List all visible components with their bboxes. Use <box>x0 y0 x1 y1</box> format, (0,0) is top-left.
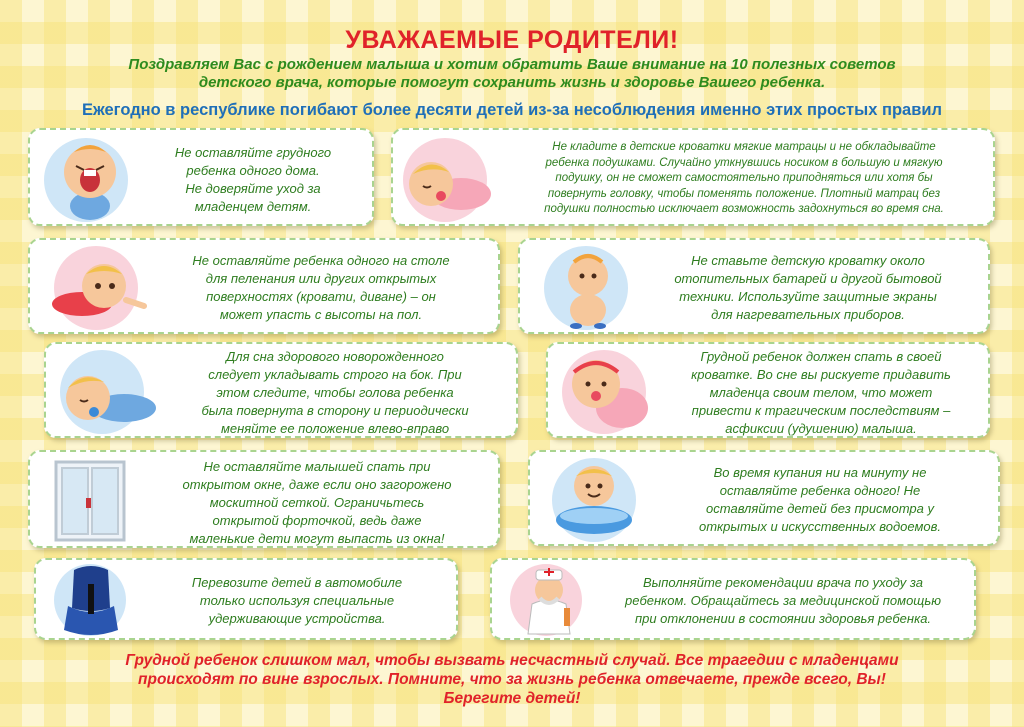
closing-line: происходят по вине взрослых. Помните, что за жизнь ребенка отвечаете, прежде всего, Вы! <box>138 671 886 688</box>
tip-line: поверхностях (кровати, диване) – он <box>206 289 436 304</box>
tip-text <box>144 574 450 628</box>
sleeping-baby-icon <box>401 144 501 218</box>
tip-text <box>650 464 990 536</box>
tip-line: Не оставляйте грудного <box>174 145 332 160</box>
tip-line: оставляйте ребенка одного! Не <box>719 483 921 498</box>
tip-line: маленькие дети могут выпасть из окна! <box>189 531 445 546</box>
tip-line: Перевозите детей в автомобиле <box>191 575 403 590</box>
intro-line: детского врача, которые помогут сохранить жизнь и здоровье Вашего ребенка. <box>198 74 826 91</box>
tip-line: подушки полностью исключает возможность задохнуться во время сна. <box>544 203 944 215</box>
tip-card-10 <box>490 558 976 640</box>
tip-line: открытых и искусственных водоемов. <box>698 519 942 534</box>
tip-line: повернуть головку, чтобы поменять положение. Плотный матрац без <box>547 187 941 200</box>
tip-line: отопительных батарей и другой бытовой <box>674 271 942 286</box>
tip-text <box>142 458 492 548</box>
tip-line: ребенком. Обращайтесь за медицинской помощью <box>625 593 941 608</box>
tip-line: открытой форточкой, ведь даже <box>212 513 422 528</box>
tip-text <box>658 348 984 438</box>
baby-with-pacifier-icon <box>558 350 658 436</box>
crawling-baby-icon <box>42 254 152 326</box>
car-seat-icon <box>60 564 122 638</box>
bathing-baby-icon <box>552 456 636 542</box>
tip-text <box>598 574 968 628</box>
tip-line: Не доверяйте уход за <box>185 181 321 196</box>
tip-line: москитной сеткой. Ограничьтесь <box>209 495 425 510</box>
tip-line: открытом окне, даже если оно загорожено <box>182 477 452 492</box>
tip-line: была повернута в сторону и периодически <box>201 403 469 418</box>
tip-line: этом следите, чтобы голова ребенка <box>216 385 454 400</box>
tip-line: привести к трагическим последствиям – <box>691 403 951 418</box>
page-title: УВАЖАЕМЫЕ РОДИТЕЛИ! <box>345 26 679 54</box>
tip-text <box>501 140 987 218</box>
tip-line: следует укладывать строго на бок. При <box>208 367 462 382</box>
crying-baby-icon <box>50 136 130 224</box>
tip-line: Грудной ребенок должен спать в своей <box>700 349 942 364</box>
tip-card-2 <box>391 128 995 226</box>
doctor-icon <box>516 564 582 636</box>
statistic-banner: Ежегодно в республике погибают более десяти детей из-за несоблюдения именно этих простых правил <box>82 101 942 119</box>
tip-card-9 <box>34 558 458 640</box>
tip-line: Не кладите в детские кроватки мягкие матрацы и не обкладывайте <box>552 141 936 153</box>
tip-card-4 <box>518 238 990 334</box>
tip-text <box>152 252 490 324</box>
tip-card-6 <box>546 342 990 438</box>
tip-card-1 <box>28 128 374 226</box>
tip-line: Не ставьте детскую кроватку около <box>691 253 925 268</box>
window-icon <box>52 460 128 542</box>
tip-text <box>638 252 978 324</box>
tip-line: Не оставляйте малышей спать при <box>203 459 431 474</box>
closing-message <box>20 651 1004 708</box>
tip-line: Выполняйте рекомендации врача по уходу за <box>642 575 923 590</box>
tip-line: техники. Используйте защитные экраны <box>679 289 937 304</box>
tip-card-5 <box>44 342 518 438</box>
sitting-baby-icon <box>556 248 620 332</box>
tip-line: младенцем детям. <box>194 199 312 214</box>
tip-card-8 <box>528 450 1000 546</box>
tip-line: удерживающие устройства. <box>208 611 386 626</box>
tip-line: при отклонении в состоянии здоровья ребенка. <box>634 611 932 626</box>
tip-line: оставляйте детей без присмотра у <box>706 501 934 516</box>
side-sleeping-baby-icon <box>54 360 166 430</box>
tip-text <box>160 348 510 438</box>
tip-line: для нагревательных приборов. <box>711 307 905 322</box>
tip-line: меняйте ее положение влево-вправо <box>220 421 450 436</box>
tip-line: младенца своим телом, что может <box>709 385 933 400</box>
tip-card-3 <box>28 238 500 334</box>
tip-line: может упасть с высоты на пол. <box>219 307 423 322</box>
tip-text <box>142 144 364 216</box>
tip-line: для пеленания или других открытых <box>205 271 437 286</box>
tip-line: Во время купания ни на минуту не <box>713 465 927 480</box>
intro-line: Поздравляем Вас с рождением малыша и хотим обратить Ваше внимание на 10 полезных советов <box>128 56 896 73</box>
tip-card-7 <box>28 450 500 548</box>
tip-line: ребенка подушками. Случайно уткнувшись носиком в большую и мягкую <box>545 156 943 169</box>
tip-line: ребенка одного дома. <box>186 163 320 178</box>
tip-line: Для сна здорового новорожденного <box>226 349 444 364</box>
intro-text <box>60 56 964 92</box>
tip-line: подушку, он не сможет самостоятельно приподняться или хотя бы <box>555 172 933 184</box>
tip-line: только используя специальные <box>199 593 395 608</box>
tip-line: асфиксии (удушению) малыша. <box>725 421 917 436</box>
tip-line: кроватке. Во сне вы рискуете придавить <box>691 367 951 382</box>
closing-line: Грудной ребенок слишком мал, чтобы вызвать несчастный случай. Все трагедии с младенцами <box>125 652 899 669</box>
closing-line: Берегите детей! <box>443 690 581 707</box>
tip-line: Не оставляйте ребенка одного на столе <box>192 253 450 268</box>
